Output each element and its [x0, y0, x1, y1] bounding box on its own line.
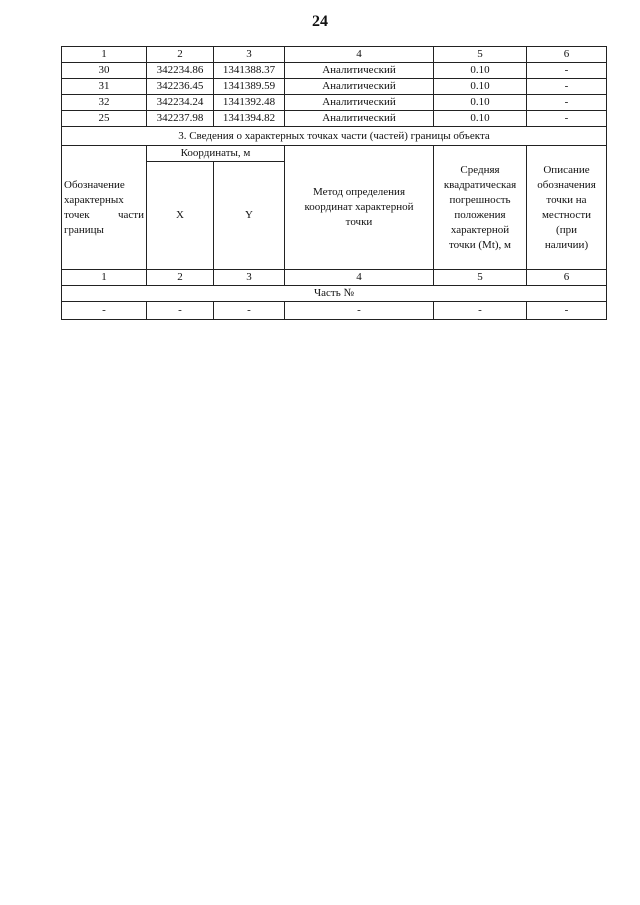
part-label: Часть №: [62, 286, 607, 302]
header-error: [434, 146, 527, 270]
method: Аналитический: [285, 79, 434, 95]
section-header-numbers-row: [62, 270, 607, 286]
top-header-numbers-row: [62, 47, 607, 63]
header-line: местности: [541, 208, 592, 221]
coord-y: 1341394.82: [214, 111, 285, 127]
header-method: [285, 146, 434, 270]
empty-cell: -: [527, 302, 607, 320]
col-number: 6: [527, 47, 607, 63]
error-mt: 0.10: [434, 63, 527, 79]
col-number: 5: [434, 270, 527, 286]
header-line: точек части: [64, 208, 144, 221]
col-number: 1: [62, 270, 147, 286]
col-number: 5: [434, 47, 527, 63]
col-number: 2: [147, 47, 214, 63]
header-line: характерной: [450, 223, 510, 236]
header-line: квадратическая: [443, 178, 517, 191]
method: Аналитический: [285, 63, 434, 79]
col-number: 1: [62, 47, 147, 63]
header-coordinates: Координаты, м: [147, 146, 285, 162]
empty-cell: -: [62, 302, 147, 320]
header-line: Обозначение: [64, 178, 125, 191]
header-line: обозначения: [537, 178, 596, 191]
section-title-row: [62, 127, 607, 146]
header-x: X: [147, 162, 214, 270]
table-row: [62, 63, 607, 79]
point-id: 32: [62, 95, 147, 111]
coord-x: 342237.98: [147, 111, 214, 127]
header-row-top: [62, 146, 607, 162]
header-line: Средняя: [460, 163, 500, 176]
description: -: [527, 111, 607, 127]
coord-x: 342236.45: [147, 79, 214, 95]
coord-y: 1341392.48: [214, 95, 285, 111]
section-title: 3. Сведения о характерных точках части (частей) границы объекта: [62, 127, 607, 146]
description: -: [527, 79, 607, 95]
header-line: Метод определения: [312, 186, 406, 198]
page-number: 24: [312, 13, 328, 30]
method: Аналитический: [285, 111, 434, 127]
empty-cell: -: [147, 302, 214, 320]
table-row: [62, 302, 607, 320]
error-mt: 0.10: [434, 95, 527, 111]
header-line: наличии): [544, 238, 589, 251]
col-number: 6: [527, 270, 607, 286]
header-line: точки: [345, 216, 373, 228]
method: Аналитический: [285, 95, 434, 111]
description: -: [527, 63, 607, 79]
table-row: [62, 79, 607, 95]
table-row: [62, 111, 607, 127]
header-line: Описание: [543, 163, 590, 176]
part-row: [62, 286, 607, 302]
description: -: [527, 95, 607, 111]
coord-x: 342234.24: [147, 95, 214, 111]
table-row: [62, 95, 607, 111]
coord-x: 342234.86: [147, 63, 214, 79]
coordinates-table: [61, 46, 607, 320]
coord-y: 1341389.59: [214, 79, 285, 95]
point-id: 31: [62, 79, 147, 95]
col-number: 2: [147, 270, 214, 286]
header-line: характерных: [64, 193, 124, 206]
header-description: [527, 146, 607, 270]
coord-y: 1341388.37: [214, 63, 285, 79]
col-number: 3: [214, 270, 285, 286]
error-mt: 0.10: [434, 79, 527, 95]
point-id: 25: [62, 111, 147, 127]
point-id: 30: [62, 63, 147, 79]
header-line: положения: [454, 208, 506, 221]
header-line: координат характерной: [304, 201, 414, 213]
header-point-designation: [62, 146, 147, 270]
header-y: Y: [214, 162, 285, 270]
error-mt: 0.10: [434, 111, 527, 127]
col-number: 4: [285, 47, 434, 63]
empty-cell: -: [285, 302, 434, 320]
header-line: точки на: [546, 193, 587, 206]
header-line: точки (Mt), м: [448, 238, 511, 251]
col-number: 3: [214, 47, 285, 63]
col-number: 4: [285, 270, 434, 286]
header-line: погрешность: [449, 193, 511, 206]
empty-cell: -: [434, 302, 527, 320]
empty-cell: -: [214, 302, 285, 320]
header-line: (при: [556, 223, 577, 236]
header-line: границы: [64, 223, 104, 236]
